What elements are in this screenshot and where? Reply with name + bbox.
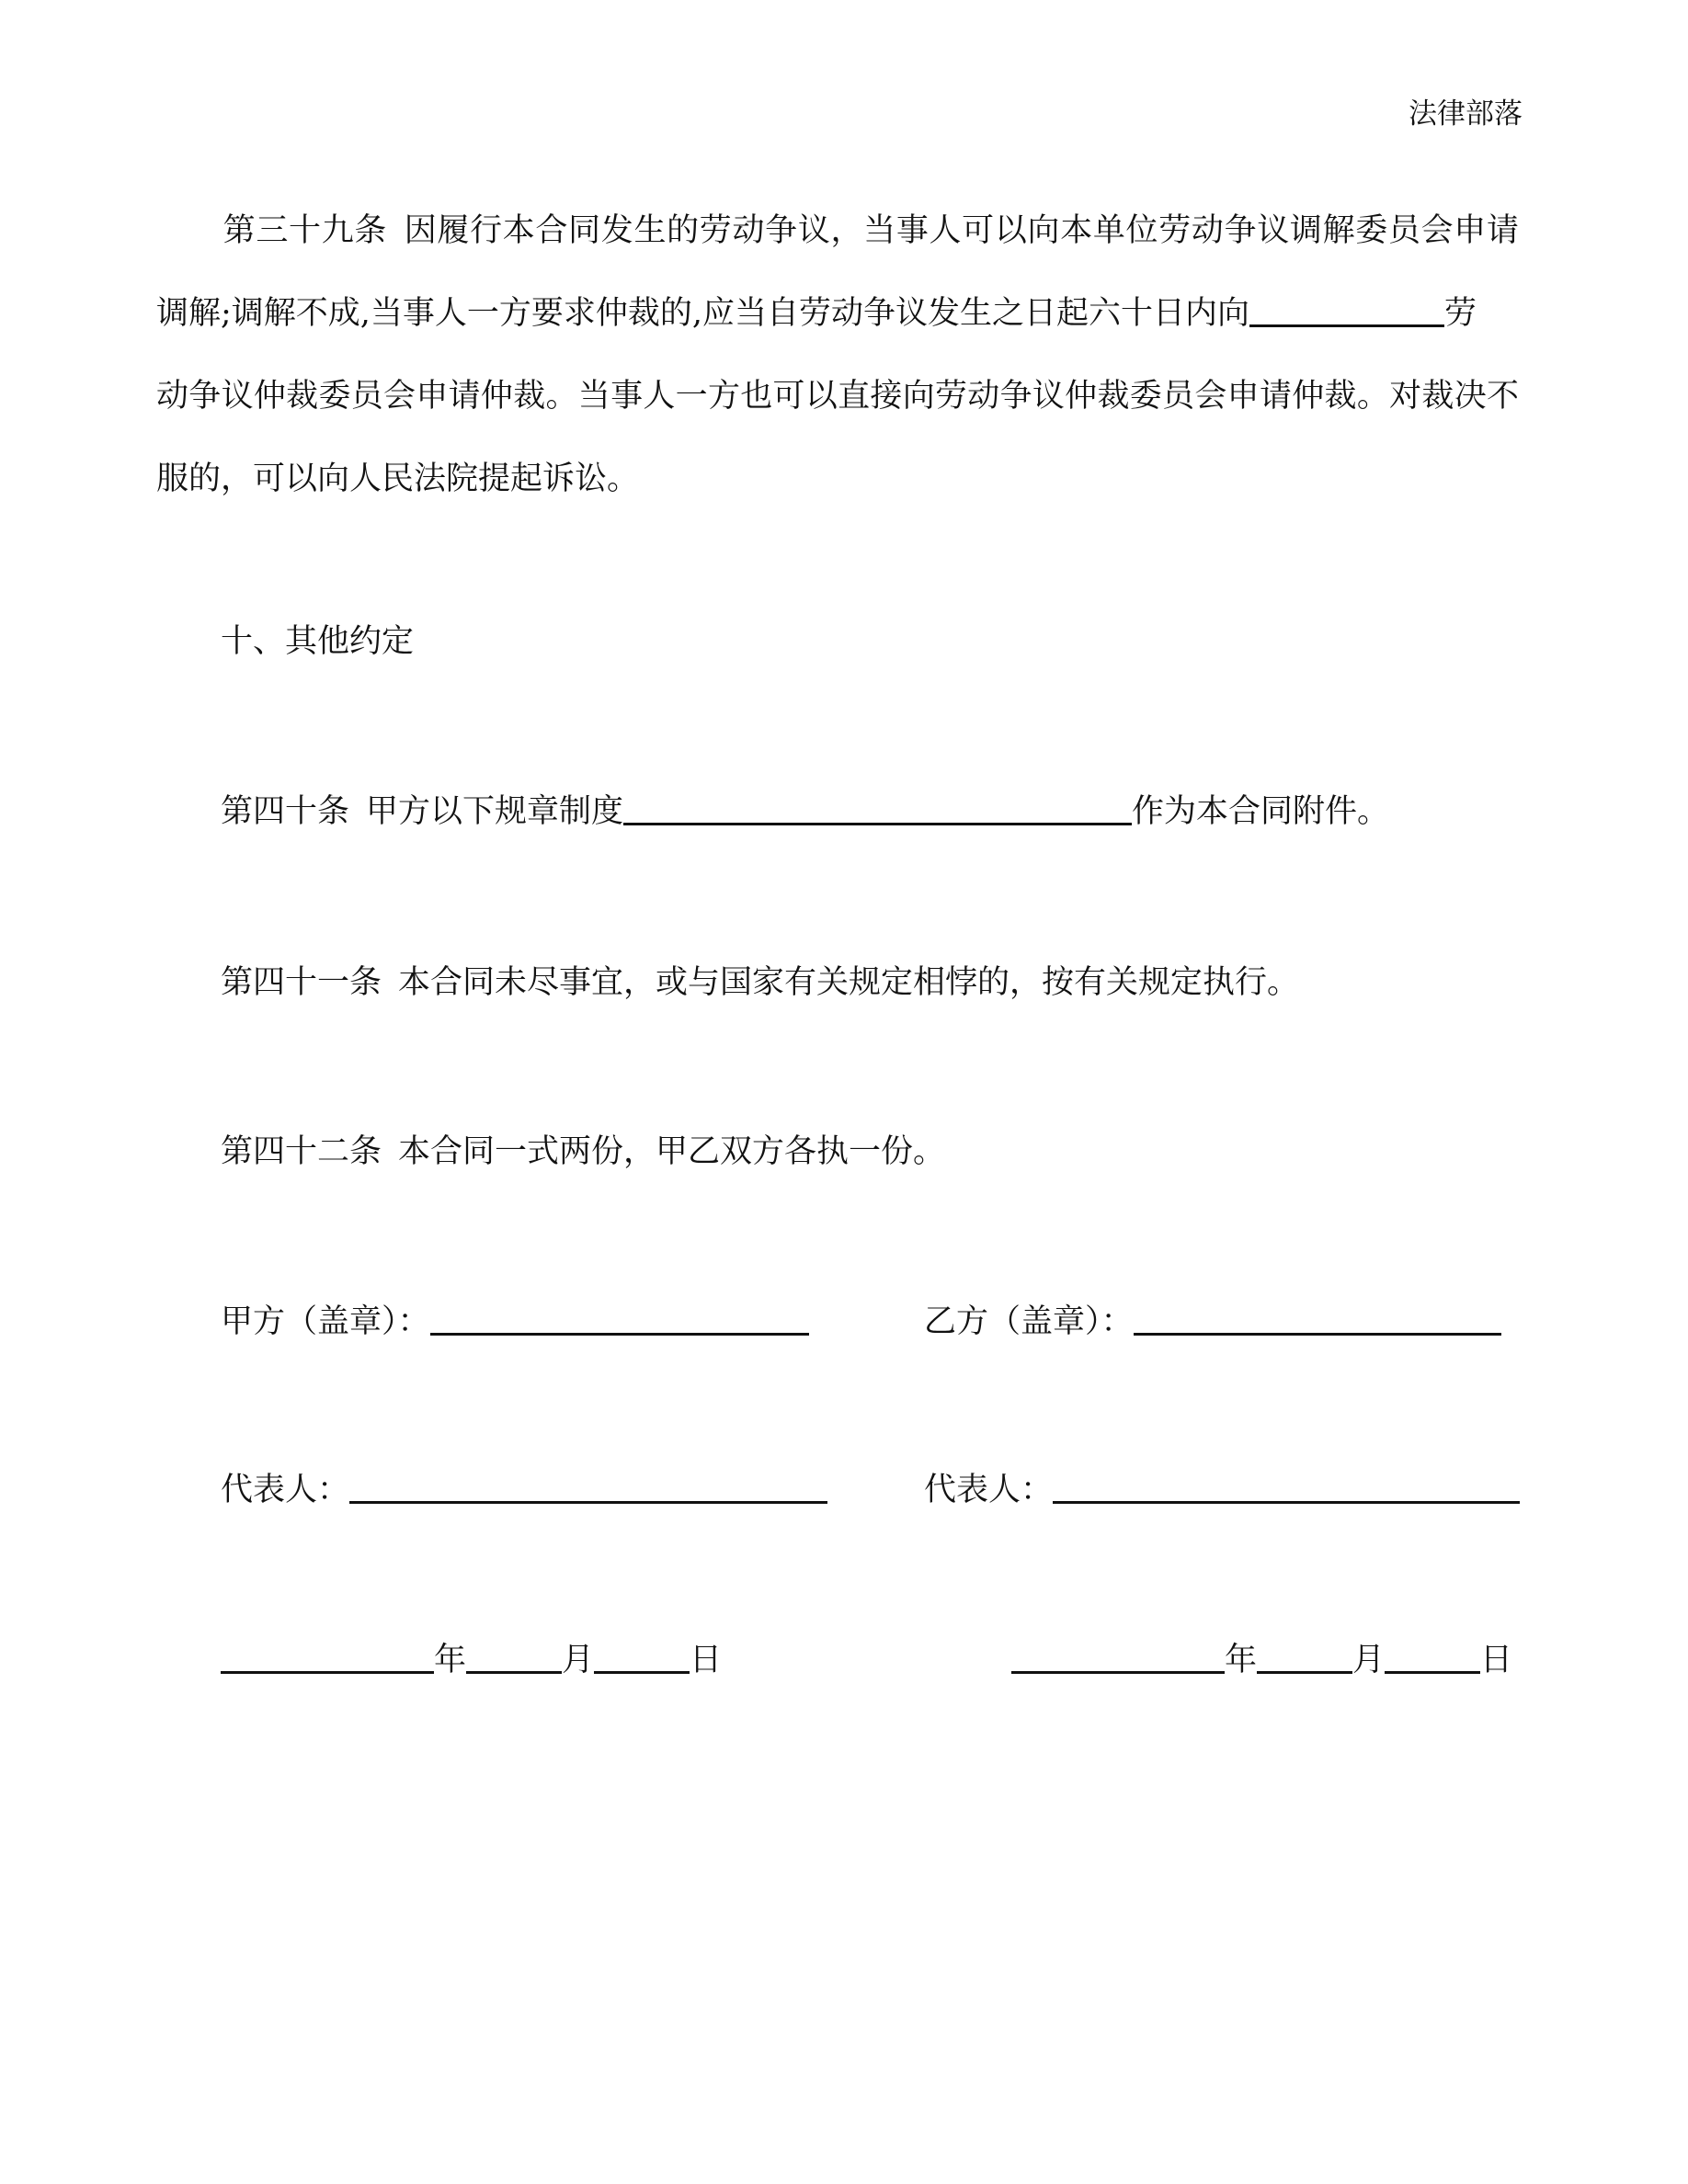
article-40-text-after: 作为本合同附件。: [1132, 793, 1390, 830]
article-40: [221, 791, 1389, 832]
article-40-label: 第四十条: [221, 793, 350, 830]
arbitration-committee-blank[interactable]: [1249, 293, 1444, 327]
party-b-year-label: 年: [1225, 1642, 1258, 1678]
party-a-year-label: 年: [434, 1642, 467, 1678]
party-a-seal-row: [221, 1302, 809, 1342]
regulations-blank[interactable]: [623, 791, 1132, 825]
party-a-month-label: 月: [562, 1642, 595, 1678]
party-a-day-field[interactable]: [594, 1640, 690, 1674]
article-39-label: 第三十九条: [222, 212, 388, 249]
party-a-rep-row: [221, 1470, 827, 1510]
article-39-line-4: 服的，可以向人民法院提起诉讼。: [156, 461, 640, 497]
section-title-other-agreements: 十、其他约定: [221, 623, 415, 660]
party-b-rep-label: 代表人：: [924, 1472, 1054, 1508]
party-a-rep-field[interactable]: [349, 1470, 827, 1504]
article-39-line-3: 动争议仲裁委员会申请仲裁。当事人一方也可以直接向劳动争议仲裁委员会申请仲裁。对裁决不: [156, 378, 1519, 415]
party-a-year-field[interactable]: [221, 1640, 434, 1674]
article-39-line-2: [156, 272, 1519, 355]
party-b-seal-label: 乙方（盖章）：: [924, 1303, 1134, 1340]
party-b-day-field[interactable]: [1385, 1640, 1480, 1674]
party-b-date-row: [1011, 1640, 1512, 1680]
party-a-day-label: 日: [690, 1642, 723, 1678]
party-b-month-label: 月: [1352, 1642, 1386, 1678]
party-a-seal-field[interactable]: [430, 1302, 809, 1336]
article-41: [221, 962, 1299, 1003]
party-b-day-label: 日: [1480, 1642, 1513, 1678]
party-a-rep-label: 代表人：: [221, 1472, 350, 1508]
party-b-seal-row: [924, 1302, 1501, 1342]
article-39-line-2-text: 调解;调解不成,当事人一方要求仲裁的,应当自劳动争议发生之日起六十日内向: [156, 295, 1250, 332]
article-39: [156, 189, 1519, 520]
article-41-text: 本合同未尽事宜，或与国家有关规定相悖的，按有关规定执行。: [398, 964, 1300, 1001]
party-a-seal-label: 甲方（盖章）：: [221, 1303, 430, 1340]
party-b-month-field[interactable]: [1257, 1640, 1352, 1674]
article-39-line-1-text: 因履行本合同发生的劳动争议，当事人可以向本单位劳动争议调解委员会申请: [404, 212, 1519, 249]
party-b-year-field[interactable]: [1011, 1640, 1225, 1674]
party-a-month-field[interactable]: [466, 1640, 562, 1674]
article-42-text: 本合同一式两份，甲乙双方各执一份。: [398, 1133, 946, 1170]
article-41-label: 第四十一条: [221, 964, 382, 1001]
party-b-rep-row: [924, 1470, 1520, 1510]
article-42-label: 第四十二条: [221, 1133, 382, 1170]
header-title: 法律部落: [1409, 97, 1523, 131]
article-39-line-1: [156, 189, 1519, 272]
party-b-seal-field[interactable]: [1134, 1302, 1501, 1336]
party-a-date-row: [221, 1640, 722, 1680]
party-b-rep-field[interactable]: [1053, 1470, 1520, 1504]
article-42: [221, 1132, 945, 1172]
article-39-line-2-tail: 劳: [1444, 295, 1477, 332]
article-40-text-before: 甲方以下规章制度: [366, 793, 624, 830]
